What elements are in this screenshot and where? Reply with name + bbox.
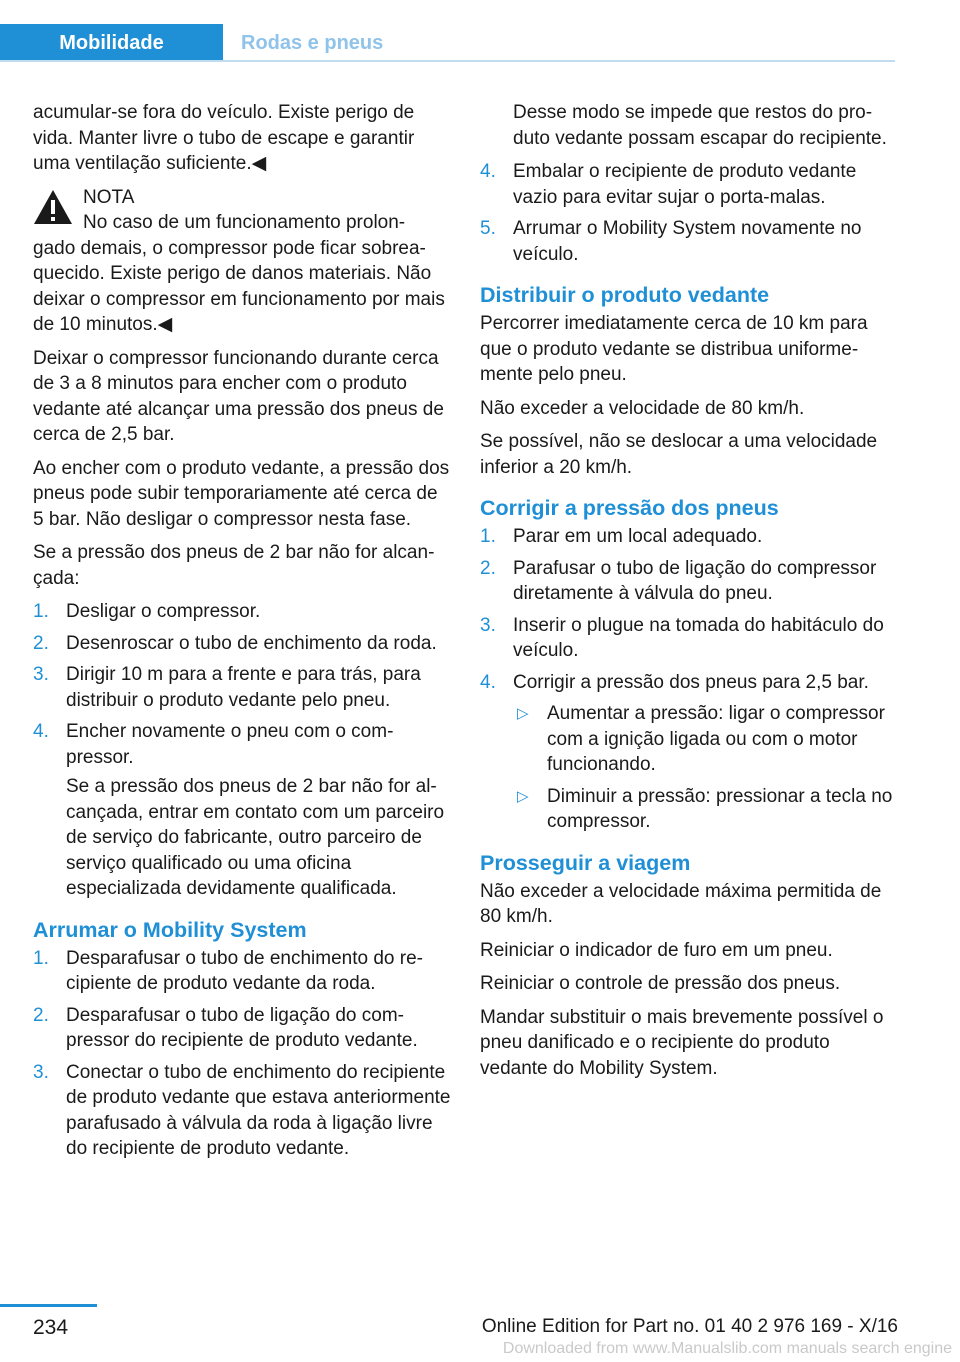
- left-column: [33, 100, 451, 1170]
- bullet-list: [513, 701, 898, 835]
- heading-distribuir: Distribuir o produto vedante: [480, 283, 770, 307]
- paragraph: Reiniciar o indicador de furo em um pneu.: [480, 939, 833, 961]
- step-number: 5.: [480, 218, 496, 239]
- step-continuation: Se a pressão dos pneus de 2 bar não for alcançada, entrar em contato com um parceiro de serviço do fabricante, outro parceiro de serviço qualificado ou uma oficina especializada devidamente qualificada.: [66, 776, 445, 899]
- steps-list-4: [480, 524, 898, 835]
- list-item: [33, 662, 451, 713]
- heading-corrigir: Corrigir a pressão dos pneus: [480, 496, 779, 520]
- paragraph-3: Se a pressão dos pneus de 2 bar não for alcançada:: [33, 542, 435, 589]
- list-item: [33, 599, 451, 625]
- step-text: Parafusar o tubo de ligação do compressor diretamente à válvula do pneu.: [513, 557, 877, 604]
- step-number: 4.: [480, 161, 496, 182]
- heading-prosseguir: Prosseguir a viagem: [480, 850, 691, 875]
- list-item: [33, 946, 451, 997]
- paragraph: Não exceder a velocidade máxima permitida de 80 km/h.: [480, 880, 882, 927]
- note-box: [33, 185, 451, 338]
- header-rule: [0, 60, 895, 62]
- list-item: [33, 1003, 451, 1054]
- list-item: [480, 613, 898, 664]
- step-text: Parar em um local adequado.: [513, 526, 763, 547]
- step-text: Corrigir a pressão dos pneus para 2,5 bar.: [513, 671, 869, 693]
- note-title: NOTA: [83, 186, 135, 208]
- paragraph: Se possível, não se deslocar a uma velocidade inferior a 20 km/h.: [480, 431, 878, 478]
- list-item: [480, 159, 898, 210]
- step-text: Inserir o plugue na tomada do habitáculo do veículo.: [513, 614, 884, 661]
- paragraph-2: Ao encher com o produto vedante, a pressão dos pneus pode subir temporariamente até cerca de 5 bar. Não desligar o compressor nesta fase.: [33, 457, 450, 530]
- paragraph-1: Deixar o compressor funcionando durante cerca de 3 a 8 minutos para encher com o produto vedante até alcançar uma pressão dos pneus de cerca de 2,5 bar.: [33, 347, 444, 445]
- paragraph: Reiniciar o controle de pressão dos pneus.: [480, 973, 841, 994]
- step-number: 4.: [33, 721, 49, 742]
- list-item: [480, 670, 898, 835]
- triangle-bullet-icon: ▷: [517, 787, 529, 805]
- step-number: 1.: [33, 601, 49, 622]
- steps-list-3: [480, 159, 898, 267]
- step-number: 2.: [33, 632, 49, 654]
- list-item: [33, 719, 451, 902]
- steps-list-2: [33, 946, 451, 1162]
- step-text: Desligar o compressor.: [66, 601, 261, 622]
- bullet-item: [513, 784, 898, 835]
- paragraph: Percorrer imediatamente cerca de 10 km para que o produto vedante se distribua uniformemente pelo pneu.: [480, 313, 868, 385]
- step-number: 1.: [33, 947, 49, 969]
- step-text: Desparafusar o tubo de ligação do compressor do recipiente de produto vedante.: [66, 1004, 418, 1051]
- note-body-start: No caso de um funcionamento prolon-: [83, 212, 406, 233]
- paragraph: Não exceder a velocidade de 80 km/h.: [480, 397, 805, 419]
- step-text: Desenroscar o tubo de enchimento da roda.: [66, 632, 437, 654]
- triangle-bullet-icon: ▷: [517, 705, 529, 722]
- edition-note: Online Edition for Part no. 01 40 2 976 169 - X/16: [481, 1316, 898, 1337]
- list-item: [33, 631, 451, 657]
- warning-triangle-icon: [33, 189, 73, 225]
- list-item: [33, 1060, 451, 1162]
- step-text: Desparafusar o tubo de enchimento do recipiente de produto vedante da roda.: [66, 947, 423, 994]
- section-tab-mobilidade: Mobilidade: [0, 24, 223, 62]
- step-text: Arrumar o Mobility System novamente no veículo.: [513, 218, 862, 265]
- paragraph: Mandar substituir o mais brevemente possível o pneu danificado e o recipiente do produto vedante do Mobility System.: [480, 1006, 884, 1079]
- right-column: [480, 100, 898, 1089]
- step-number: 2.: [33, 1004, 49, 1026]
- step-text: Dirigir 10 m para a frente e para trás, para distribuir o produto vedante pelo pneu.: [66, 664, 421, 711]
- step-continuation: Desse modo se impede que restos do produto vedante possam escapar do recipiente.: [513, 102, 887, 149]
- section-tab-rodas-e-pneus: Rodas e pneus: [223, 24, 895, 62]
- footer-rule: [0, 1304, 97, 1307]
- steps-list-1: [33, 599, 451, 902]
- step-number: 3.: [33, 664, 49, 685]
- list-item: [480, 216, 898, 267]
- bullet-text: Aumentar a pressão: ligar o compressor com a ignição ligada ou com o motor funcionando.: [547, 703, 885, 775]
- step-number: 3.: [480, 614, 496, 636]
- step-number: 3.: [33, 1061, 49, 1083]
- list-item: [480, 524, 898, 550]
- step-text: Conectar o tubo de enchimento do recipiente de produto vedante que estava anteriormente parafusado à válvula da roda à ligação livre do recipiente de produto vedante.: [66, 1061, 451, 1159]
- step-number: 4.: [480, 671, 496, 693]
- step-text: Encher novamente o pneu com o compressor.: [66, 721, 394, 768]
- watermark: Downloaded from www.Manualslib.com manuals search engine: [502, 1340, 952, 1357]
- step-number: 2.: [480, 557, 496, 579]
- page-header: [0, 24, 895, 62]
- bullet-item: [513, 701, 898, 778]
- intro-paragraph: acumular-se fora do veículo. Existe perigo de vida. Manter livre o tubo de escape e garantir uma ventilação suficiente.◀: [33, 102, 415, 174]
- note-body: gado demais, o compressor pode ficar sobreaquecido. Existe perigo de danos materiais. Não deixar o compressor em funcionamento por mais de 10 minutos.◀: [33, 237, 445, 335]
- heading-arrumar: Arrumar o Mobility System: [33, 917, 307, 942]
- step-number: 1.: [480, 526, 496, 547]
- step-text: Embalar o recipiente de produto vedante vazio para evitar sujar o porta-malas.: [513, 161, 857, 208]
- list-item: [480, 556, 898, 607]
- bullet-text: Diminuir a pressão: pressionar a tecla no compressor.: [547, 785, 893, 832]
- page-number: 234: [33, 1316, 69, 1339]
